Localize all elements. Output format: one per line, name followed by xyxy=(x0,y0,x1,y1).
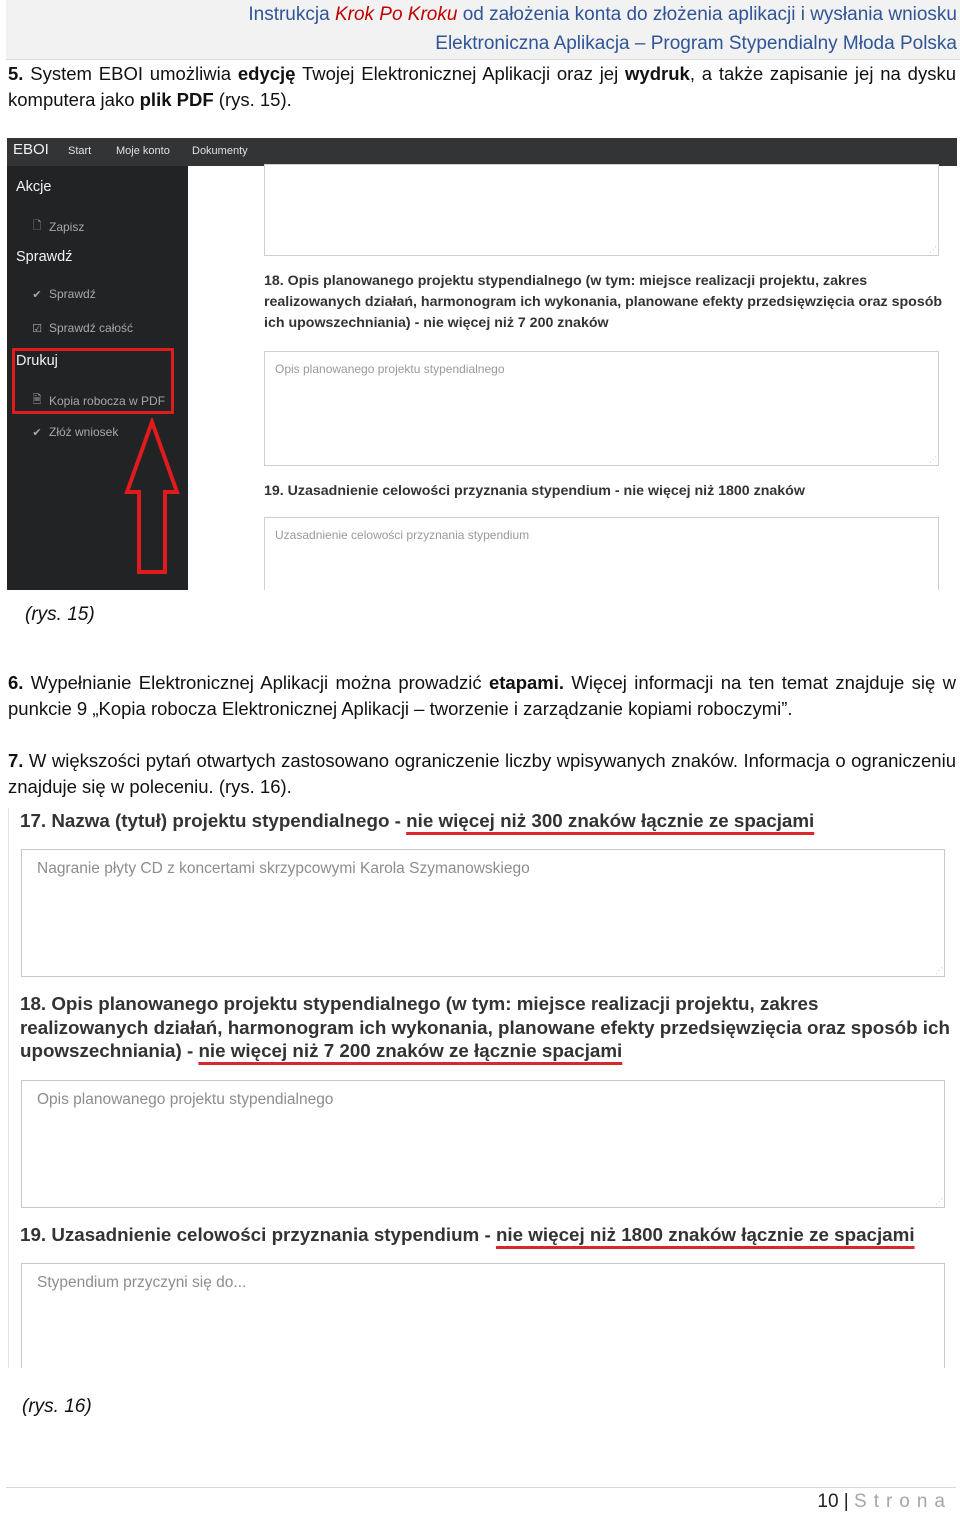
text: Więcej informacji na ten temat znajduje się w punkcie 9 „Kopia robocza Elektronicznej Aplikacji – tworzenie i zarządzanie kopiami roboczymi”. xyxy=(8,672,956,719)
bold-text: wydruk xyxy=(625,63,690,84)
q17-label xyxy=(20,809,950,833)
q18-placeholder: Opis planowanego projektu stypendialnego xyxy=(37,1091,334,1108)
text: 17. Nazwa (tytuł) projektu stypendialnego - xyxy=(20,810,407,831)
eboi-topbar xyxy=(7,138,957,166)
check-icon: ✔ xyxy=(32,288,42,301)
resize-grip-icon: ⋰ xyxy=(929,455,936,464)
sidebar-item-zloz-wniosek[interactable] xyxy=(31,425,118,439)
q19-value: Stypendium przyczyni się do... xyxy=(37,1274,247,1291)
text: , a także zapisanie jej na dysku komputera jako xyxy=(8,63,956,110)
sidebar-item-sprawdz[interactable] xyxy=(31,287,96,301)
limit-underlined: nie więcej niż 7 200 znaków ze łącznie spacjami xyxy=(198,1040,623,1061)
text: 19. Uzasadnienie celowości przyznania stypendium - xyxy=(20,1224,496,1245)
q19-label: 19. Uzasadnienie celowości przyznania stypendium - nie więcej niż 1800 znaków xyxy=(264,483,805,499)
q17-value: Nagranie płyty CD z koncertami skrzypcowymi Karola Szymanowskiego xyxy=(37,860,530,877)
red-arrow-up-icon xyxy=(123,418,181,576)
text: System EBOI umożliwia xyxy=(23,63,238,84)
sidebar-item-sprawdz-calosc[interactable] xyxy=(31,321,133,335)
document-icon: 🗋 xyxy=(32,220,42,232)
sidebar-item-label: Kopia robocza w PDF xyxy=(49,393,166,408)
figure-16-caption: (rys. 16) xyxy=(22,1396,92,1417)
sidebar-section-sprawdz: Sprawdź xyxy=(16,249,73,265)
sidebar-item-label: Sprawdź xyxy=(49,287,96,301)
header-prefix: Instrukcja xyxy=(248,4,330,25)
paragraph-number: 5. xyxy=(8,63,24,84)
text: (rys. 15). xyxy=(213,88,292,110)
sidebar-item-zapisz[interactable] xyxy=(31,217,84,236)
bold-text: etapami. xyxy=(488,672,565,693)
resize-grip-icon: ⋰ xyxy=(935,1197,942,1206)
header-line-2: Elektroniczna Aplikacja – Program Stypendialny Młoda Polska xyxy=(435,33,957,54)
highlight-box xyxy=(12,348,174,414)
q18-textarea[interactable] xyxy=(21,1080,945,1208)
sidebar-item-label: Sprawdź całość xyxy=(49,321,134,335)
header-krok-po-kroku: Krok Po Kroku xyxy=(334,4,458,25)
document-header xyxy=(6,0,960,60)
q18-placeholder: Opis planowanego projektu stypendialnego xyxy=(275,362,505,376)
sidebar-item-label: Złóż wniosek xyxy=(49,425,119,439)
limit-underlined: nie więcej niż 1800 znaków łącznie ze spacjami xyxy=(495,1224,915,1245)
q19-label xyxy=(20,1223,950,1247)
nav-dokumenty[interactable]: Dokumenty xyxy=(192,145,248,157)
bold-text: plik PDF xyxy=(139,88,214,110)
footer-separator: | xyxy=(838,1491,855,1512)
q19-textarea[interactable] xyxy=(21,1263,945,1368)
resize-grip-icon: ⋰ xyxy=(935,966,942,975)
text: Twojej Elektronicznej Aplikacji oraz jej xyxy=(295,63,626,84)
footer-strona: Strona xyxy=(854,1491,952,1512)
q18-textarea[interactable] xyxy=(264,351,939,466)
figure-15-caption: (rys. 15) xyxy=(25,604,95,625)
text: W większości pytań otwartych zastosowano ograniczenie liczby wpisywanych znaków. Informacja o ograniczeniu znajduje się w poleceniu. (rys. 16). xyxy=(8,750,956,797)
q19-placeholder: Uzasadnienie celowości przyznania stypendium xyxy=(275,528,530,542)
header-rest: od założenia konta do złożenia aplikacji i wysłania wniosku xyxy=(462,4,957,25)
footer-divider xyxy=(6,1487,956,1488)
limit-underlined: nie więcej niż 300 znaków łącznie ze spacjami xyxy=(406,810,815,831)
page-number: 10 xyxy=(817,1491,839,1512)
text: Wypełnianie Elektronicznej Aplikacji można prowadzić xyxy=(23,672,489,693)
check-circle-icon: ✔ xyxy=(32,426,42,439)
sidebar-item-label: Zapisz xyxy=(49,219,85,234)
sidebar-section-drukuj: Drukuj xyxy=(16,353,58,369)
figure-15-screenshot xyxy=(7,138,957,590)
q18-label xyxy=(20,992,950,1063)
paragraph-7 xyxy=(8,748,956,799)
text: 18. Opis planowanego projektu stypendialnego (w tym: miejsce realizacji projektu, zakres realizowanych działań, harmonogram ich wykonania, planowane efekty przedsięwzięcia oraz sposób ich upowszechniania) - xyxy=(20,993,950,1061)
bold-text: edycję xyxy=(237,63,296,84)
pdf-icon: 🗎 xyxy=(32,394,42,406)
nav-start[interactable]: Start xyxy=(68,145,92,157)
sidebar-section-akcje: Akcje xyxy=(16,179,52,195)
page-footer xyxy=(817,1491,952,1513)
q18-label: 18. Opis planowanego projektu stypendialnego (w tym: miejsce realizacji projektu, zakres realizowanych działań, harmonogram ich wykonania, planowane efekty przedsięwzięcia oraz sposób ich upowszechniania) - nie więcej niż 7 200 znaków xyxy=(264,273,943,331)
header-line-1 xyxy=(6,0,957,29)
checkbox-icon: ☑ xyxy=(32,322,42,335)
q19-textarea[interactable] xyxy=(264,517,939,590)
paragraph-6 xyxy=(8,670,956,721)
paragraph-number: 7. xyxy=(8,750,24,771)
eboi-form-area xyxy=(188,166,957,590)
paragraph-number: 6. xyxy=(8,672,24,693)
paragraph-5 xyxy=(8,61,956,112)
q17-textarea[interactable] xyxy=(264,164,939,256)
figure-16-screenshot xyxy=(8,808,960,1368)
resize-grip-icon: ⋰ xyxy=(929,245,936,254)
eboi-logo: EBOI xyxy=(13,141,49,158)
nav-moje-konto[interactable]: Moje konto xyxy=(116,145,170,157)
q17-textarea[interactable] xyxy=(21,849,945,977)
